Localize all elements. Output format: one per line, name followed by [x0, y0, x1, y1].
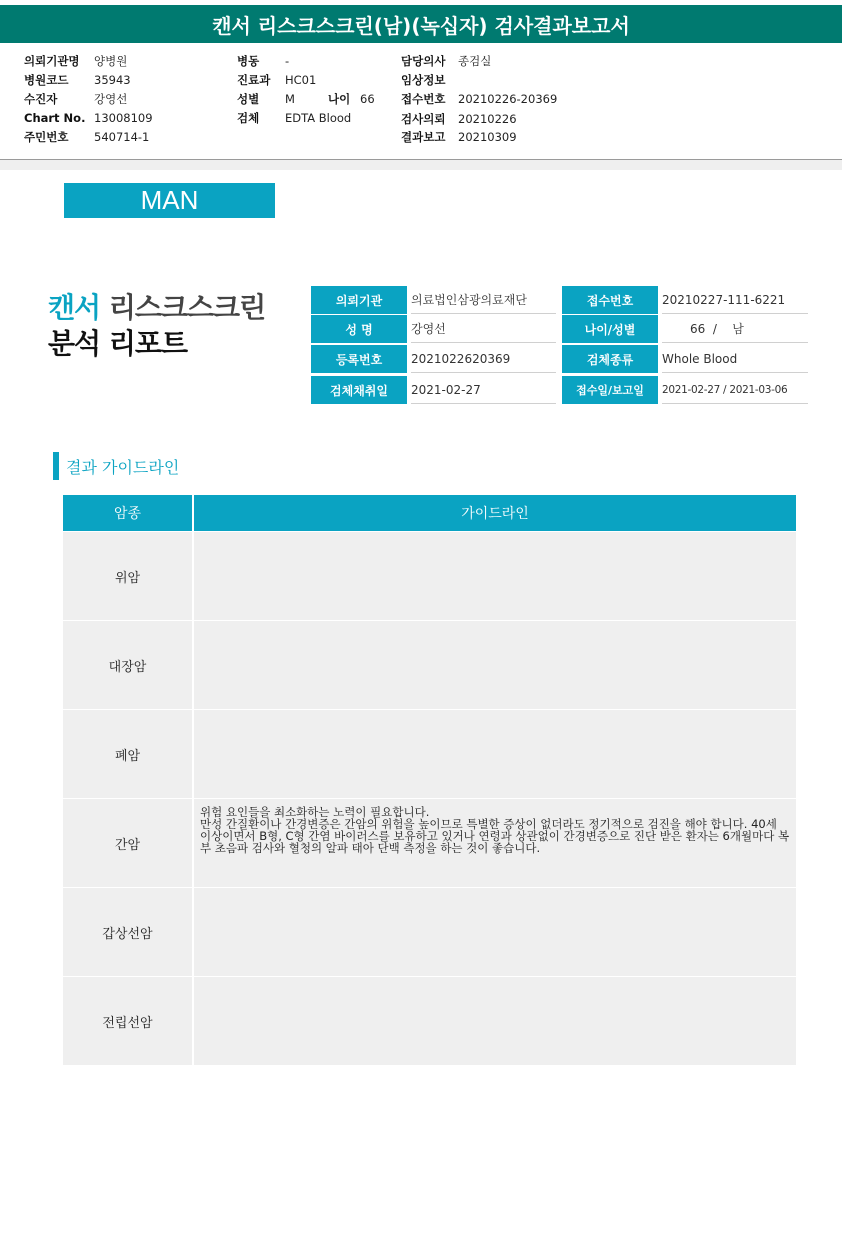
header-field-hospital-code: 병원코드 35943	[24, 73, 131, 87]
big-title-cancer: 캔서	[48, 291, 101, 324]
header-field-ward: 병동 -	[237, 54, 290, 68]
row-cancer-name: 폐암	[63, 710, 192, 798]
info-value-receipt-no: 20210227-111-6221	[662, 286, 808, 314]
row-cancer-name: 대장암	[63, 621, 192, 709]
info-label-age-sex: 나이/성별	[562, 315, 658, 343]
row-guideline	[194, 710, 796, 798]
table-row	[63, 621, 796, 709]
info-label-name: 성 명	[311, 315, 407, 343]
header-field-sex: 성별 M	[237, 92, 295, 106]
info-label-dates: 접수일/보고일	[562, 376, 658, 404]
gender-badge-label: MAN	[140, 185, 199, 215]
report-title-bar	[0, 5, 842, 43]
info-label-institution: 의뢰기관	[311, 286, 407, 314]
row-cancer-name: 갑상선암	[63, 888, 192, 976]
info-label-specimen-type: 검체종류	[562, 345, 658, 373]
header-field-specimen: 검체 EDTA Blood	[237, 111, 352, 125]
header-field-patient: 수진자 강영선	[24, 92, 128, 106]
info-value-specimen-type: Whole Blood	[662, 345, 808, 373]
header-field-clinical-info: 임상정보	[401, 73, 446, 87]
header-field-institution: 의뢰기관명 양병원	[24, 54, 128, 68]
guideline-table	[63, 495, 796, 1065]
row-cancer-name: 간암	[63, 799, 192, 887]
header-field-request-date: 검사의뢰 20210226	[401, 112, 517, 126]
header-field-resident-no: 주민번호 540714-1	[24, 130, 150, 144]
table-row	[63, 710, 796, 798]
header-band	[0, 160, 842, 170]
report-title: 캔서 리스크스크린(남)(녹십자) 검사결과보고서	[212, 13, 630, 38]
table-row	[63, 888, 796, 976]
info-value-collection-date: 2021-02-27	[411, 376, 556, 404]
info-value-institution: 의료법인삼광의료재단	[411, 286, 556, 314]
patient-header	[0, 50, 842, 160]
table-header	[63, 495, 796, 531]
info-value-registration-no: 2021022620369	[411, 345, 556, 373]
row-cancer-name: 위암	[63, 532, 192, 620]
row-guideline	[194, 621, 796, 709]
table-row	[63, 977, 796, 1065]
info-label-registration-no: 등록번호	[311, 345, 407, 373]
big-title-riskscreen: 리스크스크린	[100, 291, 266, 324]
row-guideline: 위험 요인들을 최소화하는 노력이 필요합니다. 만성 간질환이나 간경변증은 간암의 위험을 높이므로 특별한 증상이 없더라도 정기적으로 검진을 해야 합니다. 40세 이상이면서 B형, C형 간염 바이러스를 보유하고 있거나 연령과 상관없이 간경변증으로 진단 받은 환자는 6개월마다 복부 초음파 검사와 혈청의 알파 태아 단백 측정을 하는 것이 좋습니다.	[194, 799, 796, 887]
table-row	[63, 532, 796, 620]
row-guideline	[194, 977, 796, 1065]
header-guideline: 가이드라인	[194, 495, 796, 531]
info-label-receipt-no: 접수번호	[562, 286, 658, 314]
gender-badge	[64, 183, 275, 218]
section-title-text: 결과 가이드라인	[66, 457, 180, 477]
table-row	[63, 799, 796, 887]
section-title	[53, 452, 179, 480]
header-cancer-type: 암종	[63, 495, 192, 531]
row-guideline	[194, 532, 796, 620]
section-title-bar	[53, 452, 59, 480]
info-value-name: 강영선	[411, 315, 556, 343]
header-field-chart-no: Chart No. 13008109	[24, 111, 153, 125]
row-cancer-name: 전립선암	[63, 977, 192, 1065]
header-field-receipt-no: 접수번호 20210226-20369	[401, 92, 558, 106]
info-value-age-sex: 66 / 남	[662, 315, 808, 343]
big-title	[48, 290, 265, 362]
info-label-collection-date: 검체채취일	[311, 376, 407, 404]
big-title-line2: 분석 리포트	[48, 327, 187, 360]
header-field-doctor: 담당의사 종검실	[401, 54, 492, 68]
header-field-report-date: 결과보고 20210309	[401, 130, 517, 144]
row-guideline	[194, 888, 796, 976]
info-value-dates: 2021-02-27 / 2021-03-06	[662, 376, 808, 404]
header-field-age: 나이 66	[328, 92, 375, 106]
header-field-department: 진료과 HC01	[237, 73, 317, 87]
